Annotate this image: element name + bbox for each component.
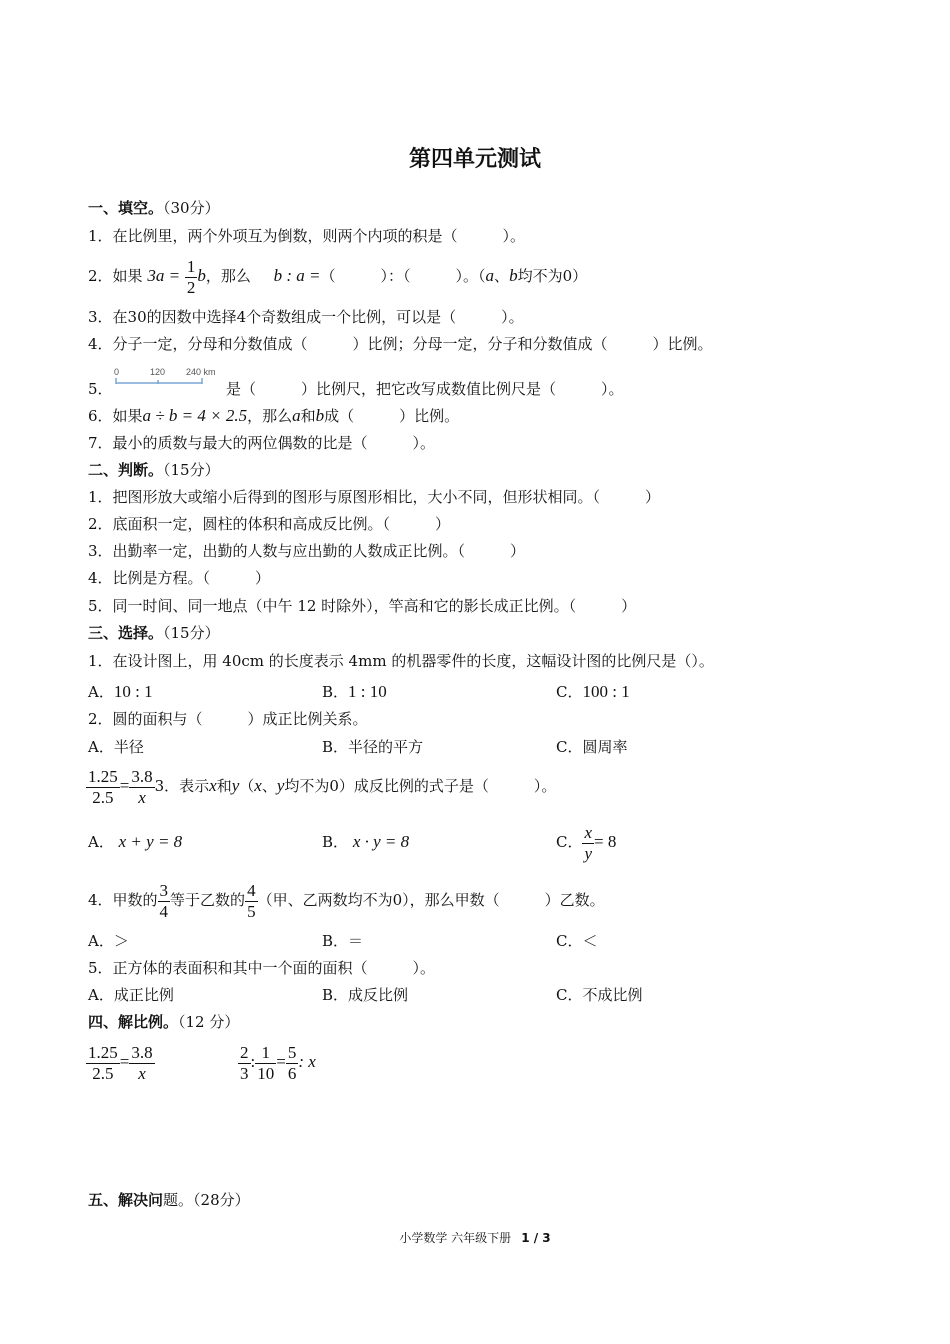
fill-question-4: 4．分子一定，分母和分数值成（ ）比例；分母一定，分子和分数值成（ ）比例。 [88,335,713,353]
page-footer [0,1229,950,1246]
frac-num: x [584,822,593,842]
eq-sign: = [119,1052,130,1071]
choice-q2-option-b [322,737,423,757]
line-scale-diagram [110,366,225,388]
q6-b: b [315,406,325,425]
frac-num: 1.25 [88,766,118,786]
scale-label-120: 120 [150,367,166,377]
footer-text: 小学数学 六年级下册 [399,1231,512,1245]
option-text: 不成比例 [582,986,643,1004]
frac-den: x [129,1063,154,1084]
q2-lhs: 3a = [147,266,181,285]
option-label: A． [88,833,114,851]
frac-den: y [584,843,593,863]
option-text: ＜ [582,932,598,950]
fill-question-6 [88,406,459,426]
option-label: C． [556,932,583,950]
q2-ratio: b : a = [273,266,321,285]
q3-prefix: 3．表示 [154,777,210,795]
q2-a: a [485,266,495,285]
judge-question-5: 5．同一时间、同一地点（中午 12 时除外），竿高和它的影长成正比例。（ ） [88,597,637,615]
choice-question-2: 2．圆的面积与（ ）成正比例关系。 [88,710,368,728]
q2-prefix: 2．如果 [88,267,143,285]
section-label-tail: 题。 [163,1191,194,1209]
section-points: （28分） [193,1191,250,1209]
choice-q5-option-a [88,985,174,1005]
frac-den: 2.5 [86,1063,120,1084]
option-text: 成正比例 [113,986,174,1004]
page-title: 第四单元测试 [408,147,541,172]
q2-end: 均不为0） [517,267,588,285]
q3-tail: 均不为0）成反比例的式子是（ ）。 [284,777,557,795]
page-number: 1 / 3 [521,1231,551,1245]
q4-fraction-2 [245,881,258,922]
option-label: B． [322,833,349,851]
frac-1 [238,1043,251,1084]
section-problem-heading [88,1190,250,1210]
choice-question-3 [86,764,556,808]
q3-paren: （ [239,777,255,795]
q4-prefix: 4．甲数的 [88,891,158,909]
frac-num: 3 [159,880,169,900]
option-text: 成反比例 [348,986,409,1004]
section-solve-heading [88,1012,239,1032]
option-fraction [582,823,594,864]
frac-left [86,1043,120,1084]
section-label: 四、解比例。 [88,1013,179,1031]
frac-2 [255,1043,276,1084]
judge-question-4: 4．比例是方程。（ ） [88,569,271,587]
fill-question-5-text: 是（ ）比例尺，把它改写成数值比例尺是（ ）。 [226,380,624,398]
choice-q2-option-a [88,737,144,757]
choice-q5-option-c [556,985,643,1005]
solve-proportion-2 [238,1040,316,1084]
option-text: 半径 [113,738,144,756]
fill-question-2 [88,256,587,298]
option-text: x + y = 8 [118,832,183,851]
frac-den: 4 [159,901,169,921]
frac-den: 3 [240,1063,249,1083]
option-label: B． [322,738,349,756]
frac-num: 1.25 [88,1042,118,1062]
frac-num: 1 [261,1042,270,1062]
q2-fraction [185,257,198,298]
option-text: x · y = 8 [352,832,410,851]
q4-tail: （甲、乙两数均不为0），那么甲数（ ）乙数。 [257,891,605,909]
choice-q2-option-c [556,737,628,757]
q6-a: a [292,406,301,425]
option-text: 1 : 10 [348,682,387,701]
q2-sep: 、 [494,267,510,285]
q6-tail: 成（ ）比例。 [324,407,460,425]
frac-num: 5 [287,1042,297,1062]
choice-question-4 [88,878,605,922]
q6-mid: ，那么 [247,407,293,425]
choice-q5-option-b [322,985,408,1005]
frac-num: 2 [240,1042,249,1062]
section-points: （15分） [163,624,220,642]
option-text: 半径的平方 [348,738,424,756]
section-points: （15分） [163,461,220,479]
judge-question-3: 3．出勤率一定，出勤的人数与应出勤的人数成正比例。（ ） [88,542,526,560]
ratio-tail: : x [298,1052,316,1071]
option-label: A． [88,738,114,756]
section-points: （30分） [163,199,220,217]
option-label: A． [88,986,114,1004]
q6-expr: a ÷ b = 4 × 2.5 [142,406,248,425]
option-label: C． [556,986,583,1004]
frac-den: 2.5 [86,787,120,808]
option-label: C． [556,833,583,851]
choice-q1-option-c [556,682,630,702]
frac-num: 3.8 [131,1042,153,1062]
option-label: A． [88,932,114,950]
frac-den: 5 [247,901,256,921]
q3-x: x [209,776,217,795]
colon-sign: : [250,1052,256,1071]
frac-num: 3.8 [131,766,153,786]
judge-question-2: 2．底面积一定，圆柱的体积和高成反比例。（ ） [88,515,451,533]
fill-question-5-number: 5． [88,380,113,398]
choice-q3-option-b [322,832,409,852]
frac-3 [286,1043,299,1084]
section-label: 三、选择。 [88,624,164,642]
option-label: A． [88,683,114,701]
option-text: 100 : 1 [582,682,630,701]
section-label: 二、判断。 [88,461,164,479]
section-label: 五、解决问 [88,1191,164,1209]
option-label: C． [556,738,583,756]
q2-frac-num: 1 [186,256,196,276]
scale-label-0: 0 [114,367,120,377]
section-fill-heading [88,198,220,218]
q6-and: 和 [300,407,316,425]
frac-den: x [129,787,154,808]
fill-question-1: 1．在比例里，两个外项互为倒数，则两个内项的积是（ ）。 [88,227,526,245]
option-eq: = 8 [594,832,617,851]
choice-q3-option-c [556,820,616,864]
fill-question-7: 7．最小的质数与最大的两位偶数的比是（ ）。 [88,434,436,452]
section-points: （12 分） [178,1013,240,1031]
frac-num: 4 [247,880,256,900]
choice-question-5: 5．正方体的表面积和其中一个面的面积（ ）。 [88,959,436,977]
choice-q1-option-a [88,682,153,702]
option-text: ＞ [113,932,129,950]
q3-and: 和 [216,777,232,795]
section-choice-heading [88,623,220,643]
q6-prefix: 6．如果 [88,407,143,425]
choice-q4-option-a [88,931,129,951]
fill-question-3: 3．在30的因数中选择4个奇数组成一个比例，可以是（ ）。 [88,308,524,326]
q3-y: y [231,776,240,795]
section-label: 一、填空。 [88,199,164,217]
frac-right [129,1043,154,1084]
solve-proportion-1 [86,1040,155,1084]
q3-fraction-right [129,767,154,808]
option-label: B． [322,986,349,1004]
choice-q3-option-a [88,832,182,852]
option-label: B． [322,932,349,950]
section-judge-heading [88,460,220,480]
q2-b: b [197,266,206,285]
option-label: C． [556,683,583,701]
option-text: ＝ [348,932,364,950]
eq-sign: = [276,1052,286,1071]
q3-y2: y [276,776,285,795]
q4-fraction-1 [158,881,171,922]
option-label: B． [322,683,349,701]
q3-x2: x [254,776,262,795]
q3-sep: 、 [261,777,277,795]
choice-question-1: 1．在设计图上，用 40cm 的长度表示 4mm 的机器零件的长度，这幅设计图的比例尺是（）。 [88,652,714,670]
q4-mid: 等于乙数的 [170,891,246,909]
q2-tail: （ ）：（ ）。（ [320,267,486,285]
q2-mid: ，那么 [205,267,251,285]
frac-den: 10 [257,1063,275,1083]
q2-frac-den: 2 [186,277,196,297]
scale-label-240: 240 km [186,367,216,377]
option-text: 圆周率 [582,738,628,756]
choice-q4-option-c [556,931,598,951]
q3-eq: = [119,776,130,795]
choice-q1-option-b [322,682,387,702]
option-text: 10 : 1 [113,682,153,701]
judge-question-1: 1．把图形放大或缩小后得到的图形与原图形相比，大小不同，但形状相同。（ ） [88,488,661,506]
q3-fraction-left [86,767,120,808]
q2-b2: b [509,266,518,285]
choice-q4-option-b [322,931,363,951]
frac-den: 6 [287,1063,297,1083]
